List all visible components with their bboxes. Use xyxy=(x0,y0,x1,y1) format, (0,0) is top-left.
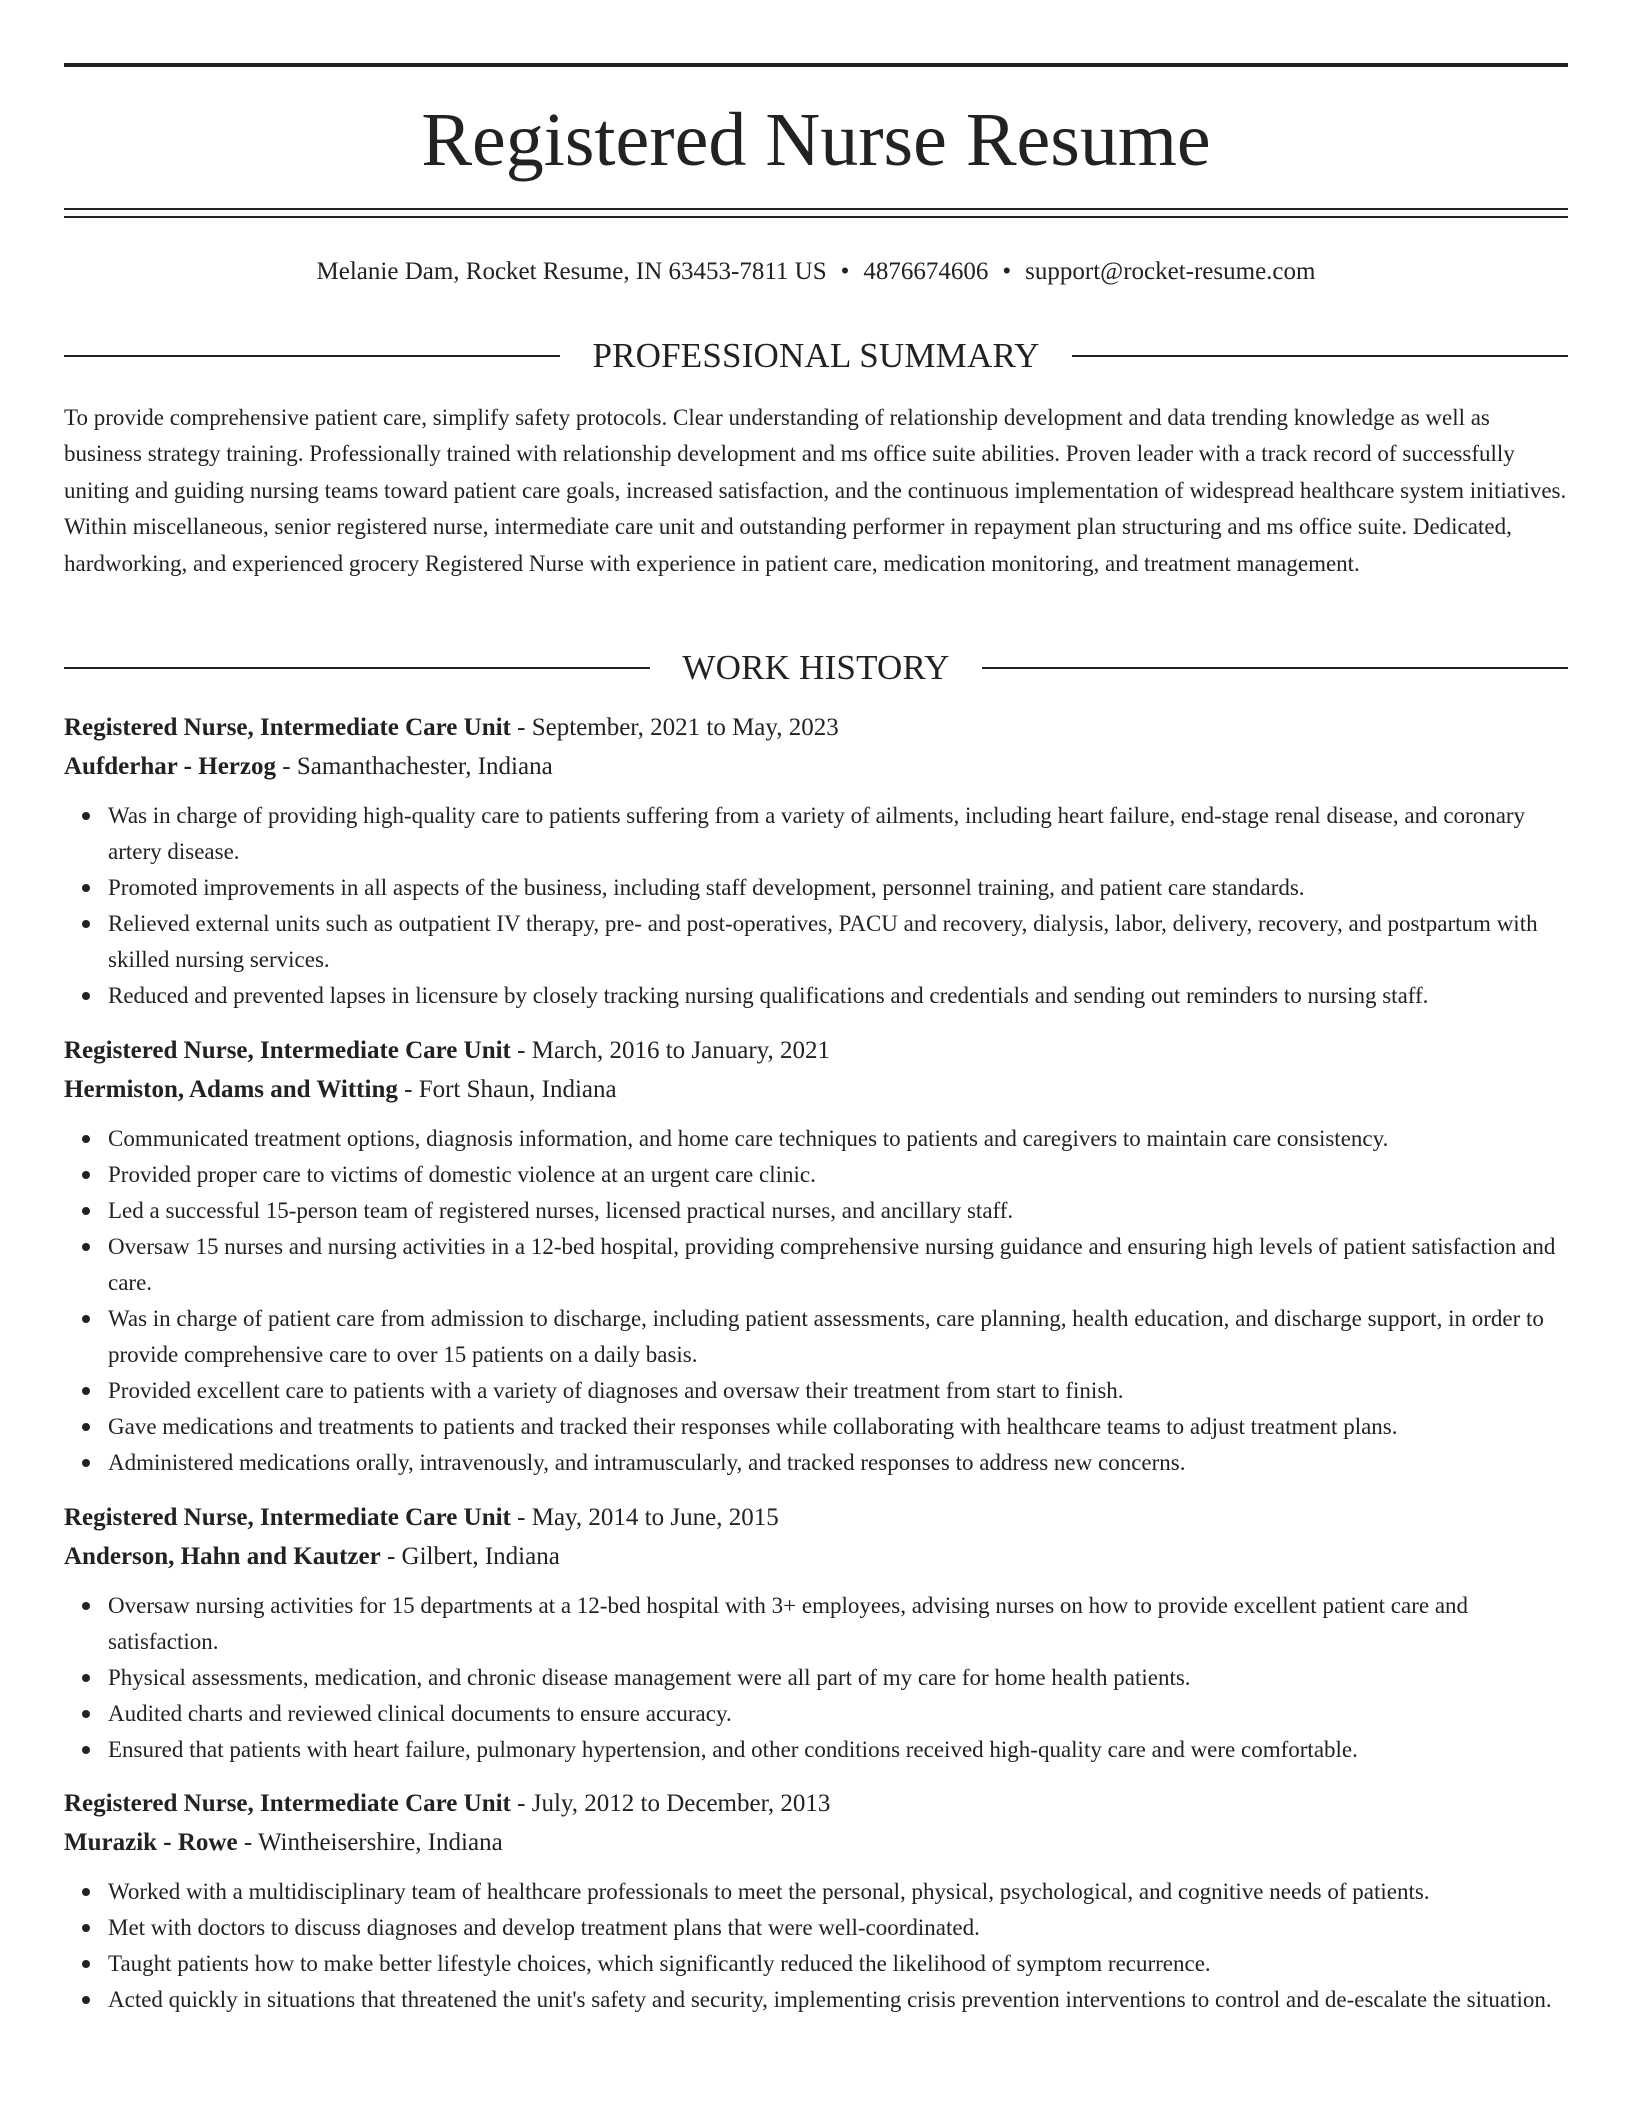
section-rule-left xyxy=(64,355,560,357)
work-history-list xyxy=(64,708,1568,2034)
job-location: Gilbert, Indiana xyxy=(401,1542,560,1570)
job-employer: Murazik - Rowe xyxy=(64,1828,238,1856)
job-employer-line: Murazik - Rowe - Wintheisershire, Indiana xyxy=(64,1828,503,1856)
job-bullet: Audited charts and reviewed clinical documents to ensure accuracy. xyxy=(108,1696,1568,1732)
contact-email: support@rocket-resume.com xyxy=(1025,258,1316,285)
job-bullet: Relieved external units such as outpatient IV therapy, pre- and post-operatives, PACU and recovery, dialysis, labor, delivery, recovery, and postpartum with skilled nursing services. xyxy=(108,906,1568,978)
summary-heading: PROFESSIONAL SUMMARY xyxy=(592,336,1040,375)
job-bullet: Administered medications orally, intravenously, and intramuscularly, and tracked responses to address new concerns. xyxy=(108,1445,1568,1481)
job-title: Registered Nurse, Intermediate Care Unit xyxy=(64,1503,511,1531)
job-bullet: Taught patients how to make better lifestyle choices, which significantly reduced the likelihood of symptom recurrence. xyxy=(108,1946,1568,1982)
job-title-line: Registered Nurse, Intermediate Care Unit - May, 2014 to June, 2015 xyxy=(64,1503,779,1531)
contact-address: Melanie Dam, Rocket Resume, IN 63453-7811 US xyxy=(316,258,827,285)
section-rule-left xyxy=(64,667,650,669)
job-bullet-list xyxy=(64,1588,1568,1768)
job-location: Fort Shaun, Indiana xyxy=(418,1075,617,1103)
job-entry xyxy=(64,1031,1568,1482)
job-bullet: Ensured that patients with heart failure, pulmonary hypertension, and other conditions received high-quality care and were comfortable. xyxy=(108,1732,1568,1768)
job-bullet-list xyxy=(64,798,1568,1015)
job-title-line: Registered Nurse, Intermediate Care Unit - March, 2016 to January, 2021 xyxy=(64,1036,831,1064)
job-bullet: Communicated treatment options, diagnosis information, and home care techniques to patients and caregivers to maintain care consistency. xyxy=(108,1121,1568,1157)
job-dates: March, 2016 to January, 2021 xyxy=(531,1036,831,1064)
job-employer-line: Aufderhar - Herzog - Samanthachester, Indiana xyxy=(64,753,553,780)
job-entry xyxy=(64,1784,1568,2018)
job-entry xyxy=(64,1498,1568,1768)
job-title: Registered Nurse, Intermediate Care Unit xyxy=(64,1789,511,1817)
summary-section-header xyxy=(64,334,1568,378)
summary-text: To provide comprehensive patient care, simplify safety protocols. Clear understanding of relationship development and data trending knowledge as well as business strategy training. Professionally trained with relationship development and ms office suite abilities. Proven leader with a track record of successfully uniting and guiding nursing teams toward patient care goals, increased satisfaction, and the continuous implementation of widespread healthcare system initiatives. Within miscellaneous, senior registered nurse, intermediate care unit and outstanding performer in repayment plan structuring and ms office suite. Dedicated, hardworking, and experienced grocery Registered Nurse with experience in patient care, medication monitoring, and treatment management. xyxy=(64,405,1567,576)
section-rule-right xyxy=(1072,355,1568,357)
job-employer: Anderson, Hahn and Kautzer xyxy=(64,1542,381,1570)
contact-separator: • xyxy=(1002,258,1012,285)
job-employer-line: Hermiston, Adams and Witting - Fort Shaun, Indiana xyxy=(64,1075,617,1103)
job-bullet: Was in charge of patient care from admission to discharge, including patient assessments, care planning, health education, and discharge support, in order to provide comprehensive care to over 15 patients on a daily basis. xyxy=(108,1301,1568,1373)
job-dates: September, 2021 to May, 2023 xyxy=(531,714,839,741)
job-employer-line: Anderson, Hahn and Kautzer - Gilbert, Indiana xyxy=(64,1542,560,1570)
job-bullet: Provided excellent care to patients with a variety of diagnoses and oversaw their treatment from start to finish. xyxy=(108,1373,1568,1409)
job-bullet-list xyxy=(64,1874,1568,2018)
job-location: Samanthachester, Indiana xyxy=(296,753,553,780)
work-heading: WORK HISTORY xyxy=(682,648,950,687)
contact-phone: 4876674606 xyxy=(863,258,989,285)
job-bullet: Met with doctors to discuss diagnoses and develop treatment plans that were well-coordinated. xyxy=(108,1910,1568,1946)
job-bullet: Provided proper care to victims of domestic violence at an urgent care clinic. xyxy=(108,1157,1568,1193)
title-underline-lower xyxy=(64,216,1568,218)
page-title: Registered Nurse Resume xyxy=(421,98,1211,182)
job-bullet-list xyxy=(64,1121,1568,1482)
section-rule-right xyxy=(982,667,1568,669)
job-title-line: Registered Nurse, Intermediate Care Unit - September, 2021 to May, 2023 xyxy=(64,714,839,741)
job-entry xyxy=(64,708,1568,1015)
top-rule xyxy=(64,63,1568,67)
job-location: Wintheisershire, Indiana xyxy=(257,1828,503,1856)
job-bullet: Was in charge of providing high-quality care to patients suffering from a variety of ailments, including heart failure, end-stage renal disease, and coronary artery disease. xyxy=(108,798,1568,870)
job-dates: July, 2012 to December, 2013 xyxy=(531,1789,831,1817)
job-title-line: Registered Nurse, Intermediate Care Unit - July, 2012 to December, 2013 xyxy=(64,1789,831,1817)
job-bullet: Physical assessments, medication, and chronic disease management were all part of my care for home health patients. xyxy=(108,1660,1568,1696)
job-title: Registered Nurse, Intermediate Care Unit xyxy=(64,1036,511,1064)
job-bullet: Worked with a multidisciplinary team of healthcare professionals to meet the personal, physical, psychological, and cognitive needs of patients. xyxy=(108,1874,1568,1910)
job-title: Registered Nurse, Intermediate Care Unit xyxy=(64,714,511,741)
contact-separator: • xyxy=(840,258,850,285)
job-dates: May, 2014 to June, 2015 xyxy=(531,1503,779,1531)
job-employer: Hermiston, Adams and Witting xyxy=(64,1075,398,1103)
job-bullet: Reduced and prevented lapses in licensure by closely tracking nursing qualifications and credentials and sending out reminders to nursing staff. xyxy=(108,978,1568,1014)
job-bullet: Oversaw 15 nurses and nursing activities in a 12-bed hospital, providing comprehensive nursing guidance and ensuring high levels of patient satisfaction and care. xyxy=(108,1229,1568,1301)
work-section-header xyxy=(64,646,1568,690)
contact-line xyxy=(64,254,1568,290)
job-employer: Aufderhar - Herzog xyxy=(64,753,276,780)
job-bullet: Led a successful 15-person team of registered nurses, licensed practical nurses, and ancillary staff. xyxy=(108,1193,1568,1229)
job-bullet: Oversaw nursing activities for 15 departments at a 12-bed hospital with 3+ employees, advising nurses on how to provide excellent patient care and satisfaction. xyxy=(108,1588,1568,1660)
job-bullet: Acted quickly in situations that threatened the unit's safety and security, implementing crisis prevention interventions to control and de-escalate the situation. xyxy=(108,1982,1568,2018)
job-bullet: Promoted improvements in all aspects of the business, including staff development, personnel training, and patient care standards. xyxy=(108,870,1568,906)
title-underline-upper xyxy=(64,208,1568,210)
job-bullet: Gave medications and treatments to patients and tracked their responses while collaborating with healthcare teams to adjust treatment plans. xyxy=(108,1409,1568,1445)
